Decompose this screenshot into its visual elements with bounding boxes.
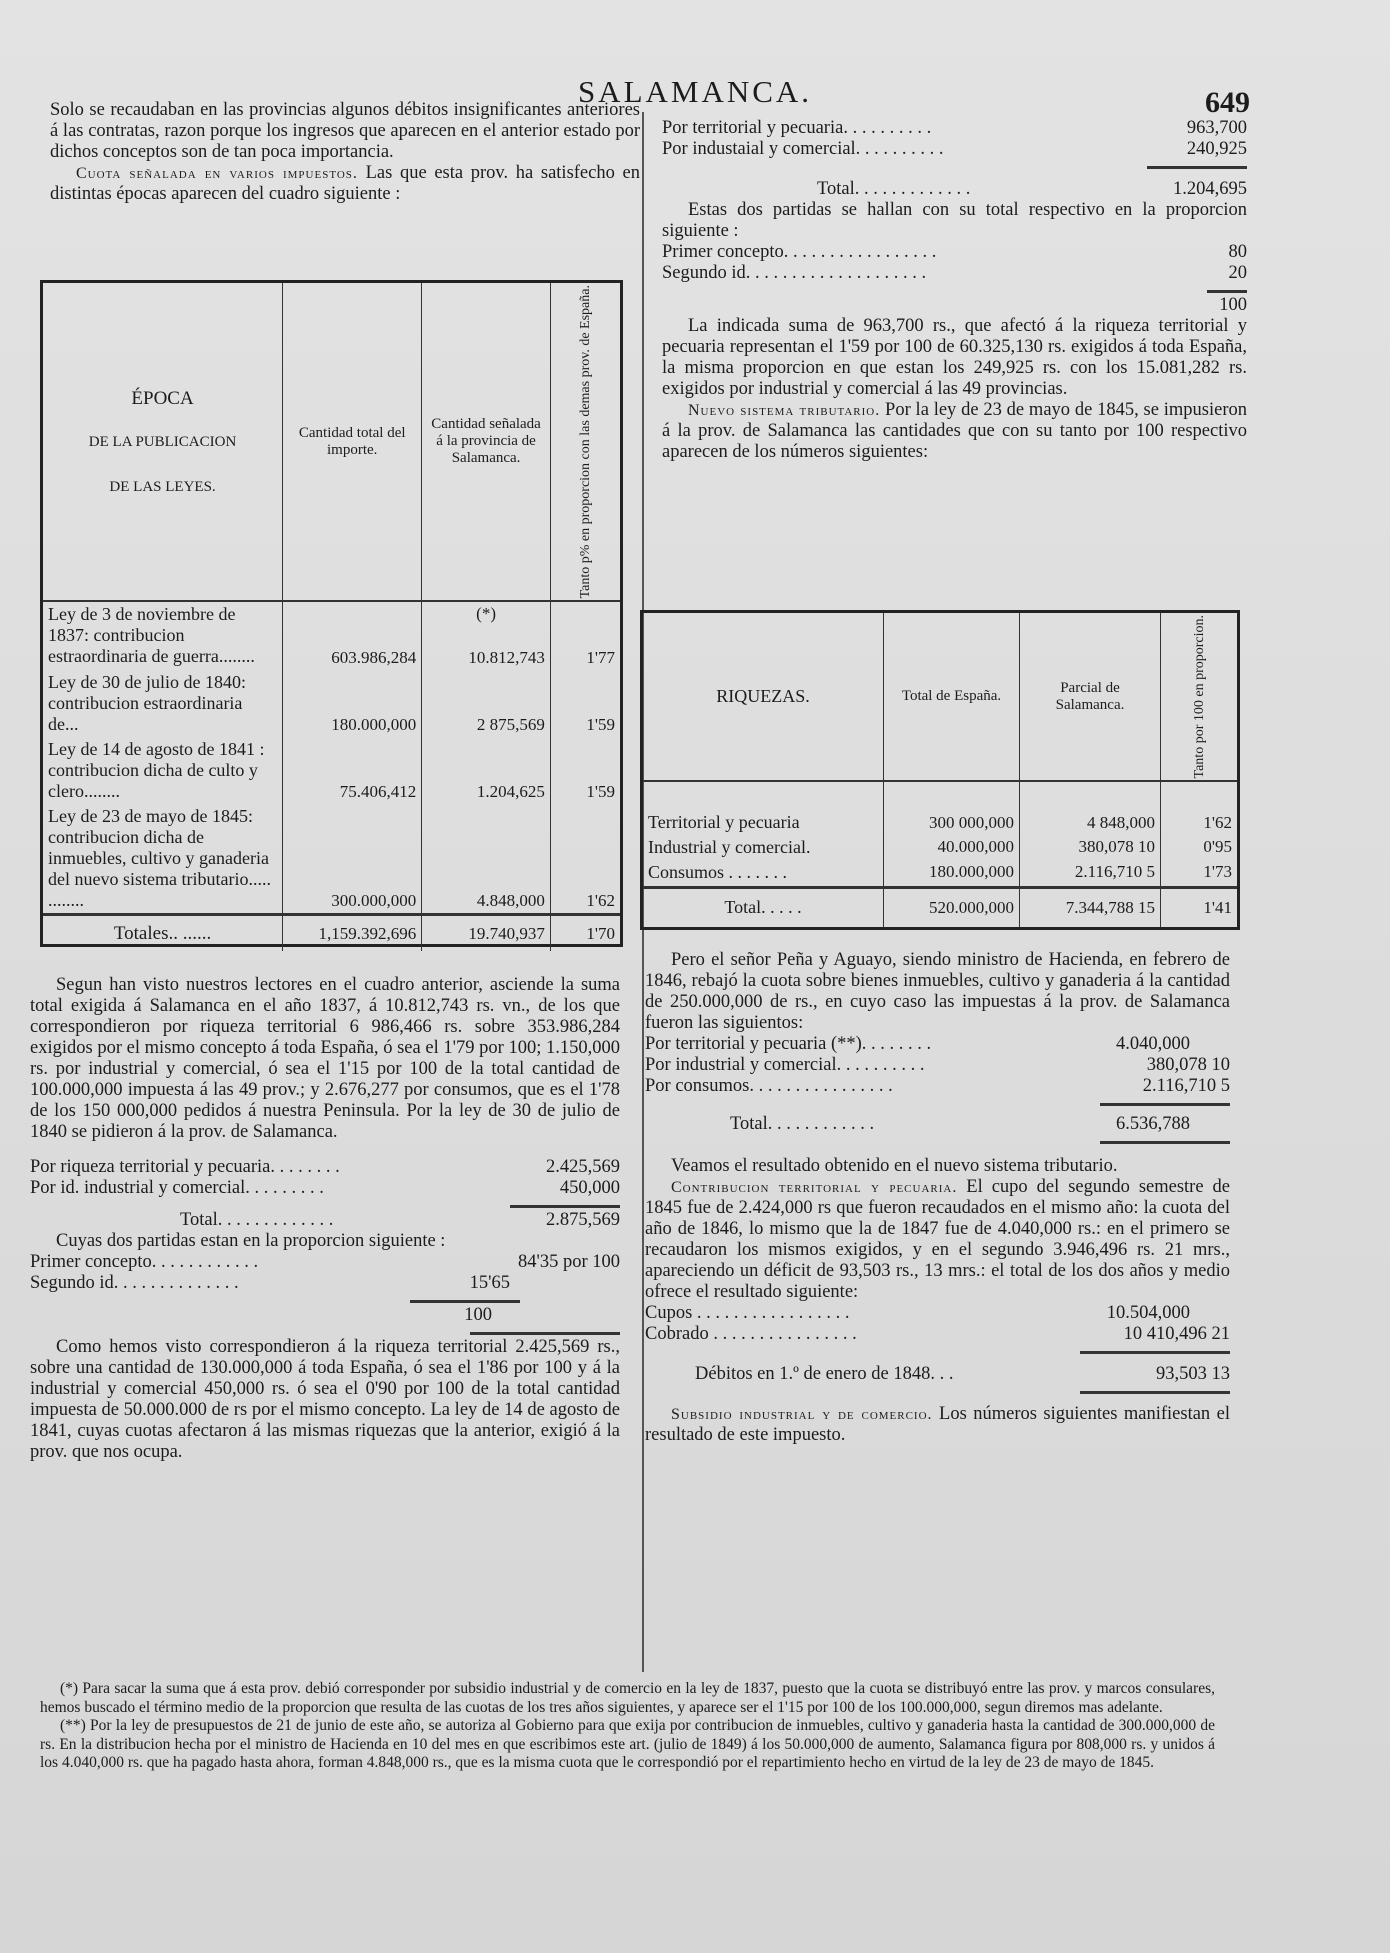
value-row: Cupos . . . . . . . . . . . . . . . . . 10.504,000 [645, 1303, 1190, 1323]
right-column-bottom [645, 950, 1230, 1446]
table-row: Ley de 30 de julio de 1840: contribucion estraordinaria de... 180.000,000 2 875,569 1'59 [43, 670, 620, 737]
footnotes [40, 1680, 1215, 1773]
paragraph: Veamos el resultado obtenido en el nuevo sistema tributario. [671, 1156, 1118, 1176]
paragraph: Estas dos partidas se hallan con su total respectivo en la proporcion siguiente : [662, 200, 1247, 241]
table-row: Consumos . . . . . . . 180.000,000 2.116,710 5 1'73 [643, 860, 1237, 887]
value-row: Por territorial y pecuaria (**). . . . . . . . 4.040,000 [645, 1034, 1190, 1054]
sum-rule [1100, 1103, 1230, 1106]
header-total-espana: Total de España. [884, 613, 1020, 781]
value-row: Primer concepto. . . . . . . . . . . . . . . . . 80 [662, 242, 1247, 262]
sum-rule [510, 1205, 620, 1208]
value-row: Por territorial y pecuaria. . . . . . . . . . 963,700 [662, 118, 1247, 138]
sum-rule [1100, 1141, 1230, 1144]
value-row: Por consumos. . . . . . . . . . . . . . . . 2.116,710 5 [645, 1076, 1230, 1096]
paragraph: Cuota señalada en varios impuestos. Las que esta prov. ha satisfecho en distintas épocas aparecen del cuadro siguiente : [50, 163, 640, 204]
paragraph: Como hemos visto correspondieron á la riqueza territorial 2.425,569 rs., sobre una cantidad de 130.000,000 á toda España, ó sea el 1'86 por 100 y á la industrial y comercial 450,000 rs. ó sea el 0'90 por 100 de la total cantidad impuesta de 50.000.000 de rs por el mismo concepto. La ley de 14 de agosto de 1841, cuyas cuotas afectaron á las mismas riquezas que la anterior, exigió á la prov. que nos ocupa. [30, 1337, 620, 1462]
table-row: Ley de 23 de mayo de 1845: contribucion dicha de inmuebles, cultivo y ganaderia del nuevo sistema tributario..... ........ 300.000,000 4.848,000 1'62 [43, 804, 620, 915]
paragraph: Cuyas dos partidas estan en la proporcion siguiente : [56, 1231, 446, 1251]
paragraph: La indicada suma de 963,700 rs., que afectó á la riqueza territorial y pecuaria representan el 1'59 por 100 de 60.325,130 rs. exigidos á toda España, la misma proporcion en que estan los 249,925 rs. con los 15.081,282 rs. exigidos por industrial y comercial á las 49 provincias. [662, 316, 1247, 399]
total-row: Débitos en 1.º de enero de 1848. . . 93,503 13 [695, 1364, 1230, 1384]
header-epoca: ÉPOCA DE LA PUBLICACION DE LAS LEYES. [43, 283, 283, 601]
page-number: 649 [1205, 86, 1250, 119]
total-row: Total. . . . . . . . . . . . . 1.204,695 [817, 179, 1247, 199]
footnote: (*) Para sacar la suma que á esta prov. debió corresponder por subsidio industrial y de comercio en la ley de 1837, puesto que la cuota se distribuyó entre las prov. y marcos consulares, hemos buscado el término medio de la proporcion que resulta de las cuotas de los tres años siguientes, y aparece ser el 1'15 por 100 de los 100.000,000, segun diremos mas adelante. [40, 1680, 1215, 1716]
paragraph: Segun han visto nuestros lectores en el cuadro anterior, asciende la suma total exigida á Salamanca en el año 1837, á 10.812,743 rs. vn., de los que correspondieron por riqueza territorial 6 986,466 rs. sobre 353.986,284 exigidos por el mismo concepto á toda España, ó sea el 1'79 por 100; 1.150,000 rs. por industrial y comercial, ó sea el 1'15 por 100 de la total cantidad de 100.000,000 impuesta á las 49 prov.; y 2.676,277 por consumos, que es el 1'78 de los 150 000,000 pedidos á nuestra Peninsula. Por la ley de 30 de julio de 1840 se pidieron á la prov. de Salamanca. [30, 975, 620, 1142]
value-row: Segundo id. . . . . . . . . . . . . . . . . . . . 20 [662, 263, 1247, 283]
value-row: Cobrado . . . . . . . . . . . . . . . . 10 410,496 21 [645, 1324, 1230, 1344]
sum-rule [1080, 1351, 1230, 1354]
table-row: Territorial y pecuaria 300 000,000 4 848,000 1'62 [643, 781, 1237, 835]
total-row: Total. . . . . . . . . . . . 6.536,788 [730, 1114, 1190, 1134]
paragraph: Solo se recaudaban en las provincias algunos débitos insignificantes anteriores á las contratas, razon porque los ingresos que aparecen en el anterior estado por dichos conceptos son de tan poca importancia. [50, 100, 640, 162]
value-row: Por riqueza territorial y pecuaria. . . . . . . . 2.425,569 [30, 1157, 620, 1177]
sum-rule [1147, 166, 1247, 169]
paragraph: Subsidio industrial y de comercio. Los números siguientes manifiestan el resultado de este impuesto. [645, 1404, 1230, 1445]
table-row: Industrial y comercial. 40.000,000 380,078 10 0'95 [643, 835, 1237, 860]
paragraph: Contribucion territorial y pecuaria. El cupo del segundo semestre de 1845 fue de 2.424,000 rs que fueron recaudados en el mismo año: la cuota del año de 1846, lo mismo que la de 1847 fue de 4.040,000 rs.: en el primero se recaudaron los mismos exigidos, y en el segundo 3.946,496 rs. 21 mrs., apareciendo un déficit de 93,503 rs., 13 mrs.: el total de los dos años y medio ofrece el resultado siguiente: [645, 1177, 1230, 1302]
value-row: Por industrial y comercial. . . . . . . . . . 380,078 10 [645, 1055, 1230, 1075]
table-totals-row: Totales.. ...... 1,159.392,696 19.740,937 1'70 [43, 915, 620, 951]
paragraph: Pero el señor Peña y Aguayo, siendo ministro de Hacienda, en febrero de 1846, rebajó la cuota sobre bienes inmuebles, cultivo y ganaderia á la cantidad de 250.000,000 de rs., en cuyo caso las impuestas á la prov. de Salamanca fueron las siguientos: [645, 950, 1230, 1033]
total-row: Total. . . . . . . . . . . . . 2.875,569 [180, 1210, 620, 1230]
table-epocas [40, 280, 623, 947]
sum-rule [410, 1300, 520, 1303]
header-tanto: Tanto p% en proporcion con las demas prov. de España. [550, 283, 620, 601]
right-column-top [662, 118, 1247, 463]
header-tanto: Tanto por 100 en proporcion. [1161, 613, 1238, 781]
left-column-bottom [30, 975, 620, 1463]
sum-rule [1080, 1391, 1230, 1394]
value-row: Primer concepto. . . . . . . . . . . . 84'35 por 100 [30, 1252, 620, 1272]
table-row: Ley de 3 de noviembre de 1837: contribucion estraordinaria de guerra........ 603.986,284 (*) 10.812,743 1'77 [43, 601, 620, 670]
table-totals-row: Total. . . . . 520.000,000 7.344,788 15 1'41 [643, 887, 1237, 927]
header-riquezas: RIQUEZAS. [643, 613, 884, 781]
total-row: 100 [1219, 295, 1247, 315]
header-parcial: Parcial de Salamanca. [1020, 613, 1161, 781]
value-row: Por id. industrial y comercial. . . . . . . . . 450,000 [30, 1178, 620, 1198]
sum-rule [1207, 290, 1247, 293]
total-row: 100 [464, 1305, 492, 1325]
value-row: Segundo id. . . . . . . . . . . . . . 15'65 [30, 1273, 510, 1293]
table-riquezas [640, 610, 1240, 930]
page-title: SALAMANCA. [577, 74, 813, 109]
header-total: Cantidad total del importe. [283, 283, 422, 601]
header-salamanca: Cantidad señalada á la provincia de Salamanca. [422, 283, 551, 601]
footnote: (**) Por la ley de presupuestos de 21 de junio de este año, se autoriza al Gobierno para que exija por contribucion de inmuebles, cultivo y ganaderia hasta la cantidad de 300.000,000 de rs. En la distribucion hecha por el ministro de Hacienda en 10 del mes en que escribimos este art. (julio de 1849) á los 50.000,000 de aumento, Salamanca figura por 808,000 rs. y unidos á los 4.040,000 rs. que ha pagado hasta ahora, forman 4.848,000 rs., que es la misma cuota que le correspondió por el repartimiento hecho en virtud de la ley de 23 de mayo de 1845. [40, 1717, 1215, 1771]
value-row: Por industaial y comercial. . . . . . . . . . 240,925 [662, 139, 1247, 159]
table-row: Ley de 14 de agosto de 1841 : contribucion dicha de culto y clero........ 75.406,412 1.204,625 1'59 [43, 737, 620, 804]
paragraph: Nuevo sistema tributario. Por la ley de 23 de mayo de 1845, se impusieron á la prov. de Salamanca las cantidades que con su tanto por 100 respectivo aparecen de los números siguientes: [662, 400, 1247, 462]
sum-rule [470, 1332, 620, 1335]
left-column-top [50, 100, 640, 205]
